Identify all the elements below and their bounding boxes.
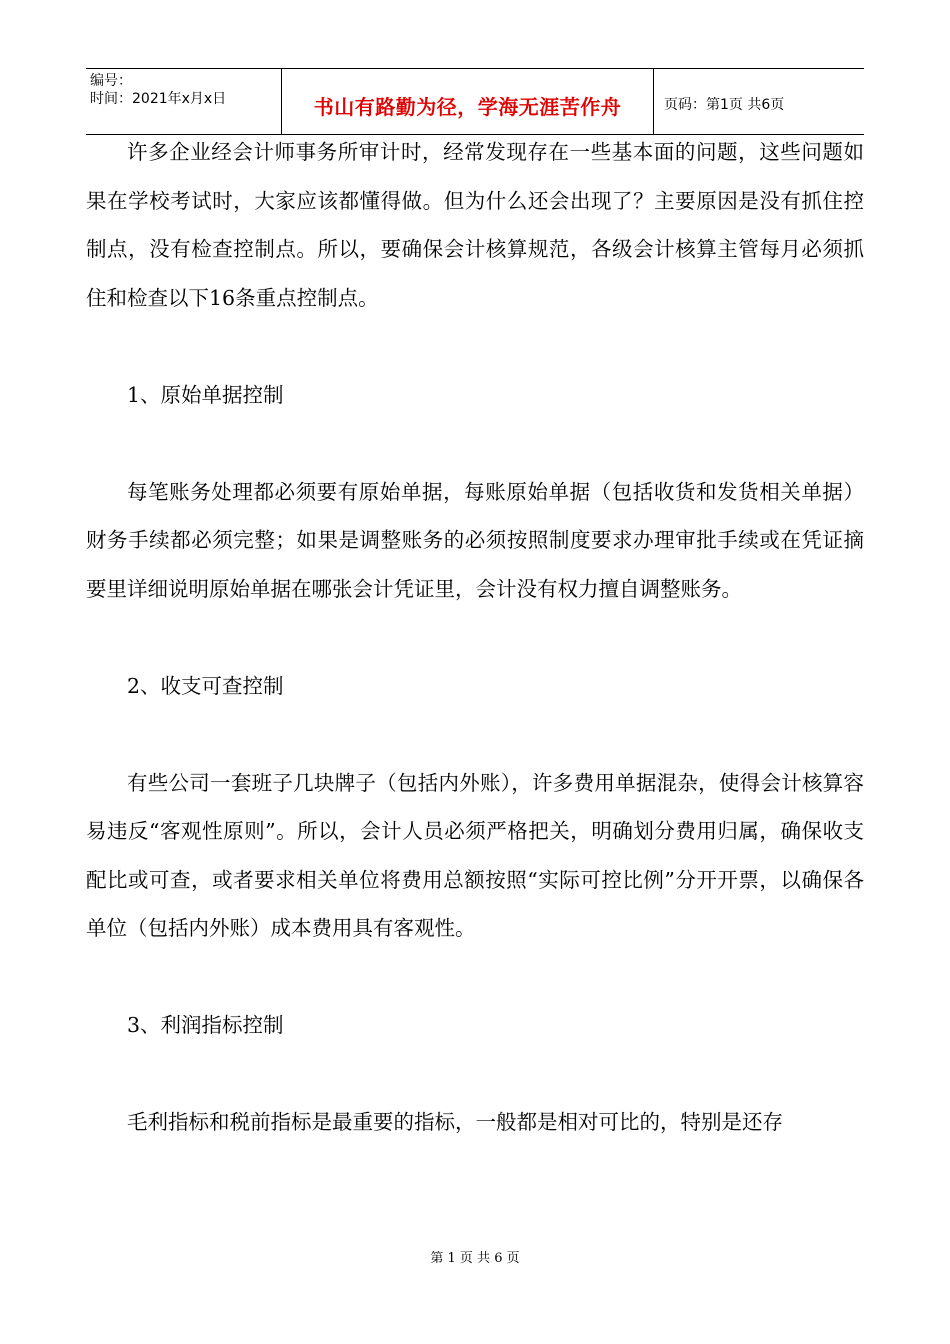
section-title-1: 1、原始单据控制 <box>127 382 284 407</box>
page-number-label: 页码：第1页 共6页 <box>664 97 785 113</box>
document-time-label: 时间：2021年x月x日 <box>90 91 227 107</box>
header-meta <box>86 69 282 135</box>
header-page-info <box>654 69 864 135</box>
blank-line <box>86 710 864 759</box>
page-header <box>86 68 864 135</box>
footer-page-number: 第 1 页 共 6 页 <box>430 1251 520 1266</box>
blank-line <box>86 1050 864 1099</box>
blank-line <box>86 419 864 468</box>
intro-paragraph: 许多企业经会计师事务所审计时，经常发现存在一些基本面的问题，这些问题如果在学校考试时，大家应该都懂得做。但为什么还会出现了？主要原因是没有抓住控制点，没有检查控制点。所以，要确保会计核算规范，各级会计核算主管每月必须抓住和检查以下16条重点控制点。 <box>86 140 864 310</box>
section-paragraph-2: 有些公司一套班子几块牌子（包括内外账），许多费用单据混杂，使得会计核算容易违反“客观性原则”。所以，会计人员必须严格把关，明确划分费用归属，确保收支配比或可查，或者要求相关单位将费用总额按照“实际可控比例”分开开票，以确保各单位（包括内外账）成本费用具有客观性。 <box>86 770 864 940</box>
section-title-3: 3、利润指标控制 <box>127 1013 284 1037</box>
page-footer <box>0 1247 950 1266</box>
section-title-2: 2、收支可查控制 <box>127 673 284 698</box>
header-motto: 书山有路勤为径，学海无涯苦作舟 <box>313 94 622 119</box>
blank-line <box>86 953 864 1002</box>
section-paragraph-3: 毛利指标和税前指标是最重要的指标，一般都是相对可比的，特别是还存 <box>127 1110 783 1134</box>
header-motto-cell <box>282 69 654 135</box>
blank-line <box>86 322 864 371</box>
section-paragraph-1: 每笔账务处理都必须要有原始单据，每账原始单据（包括收货和发货相关单据）财务手续都必须完整；如果是调整账务的必须按照制度要求办理审批手续或在凭证摘要里详细说明原始单据在哪张会计凭证里，会计没有权力擅自调整账务。 <box>86 479 864 601</box>
document-number-label: 编号： <box>90 73 132 89</box>
blank-line <box>86 613 864 662</box>
document-body <box>86 128 864 1147</box>
